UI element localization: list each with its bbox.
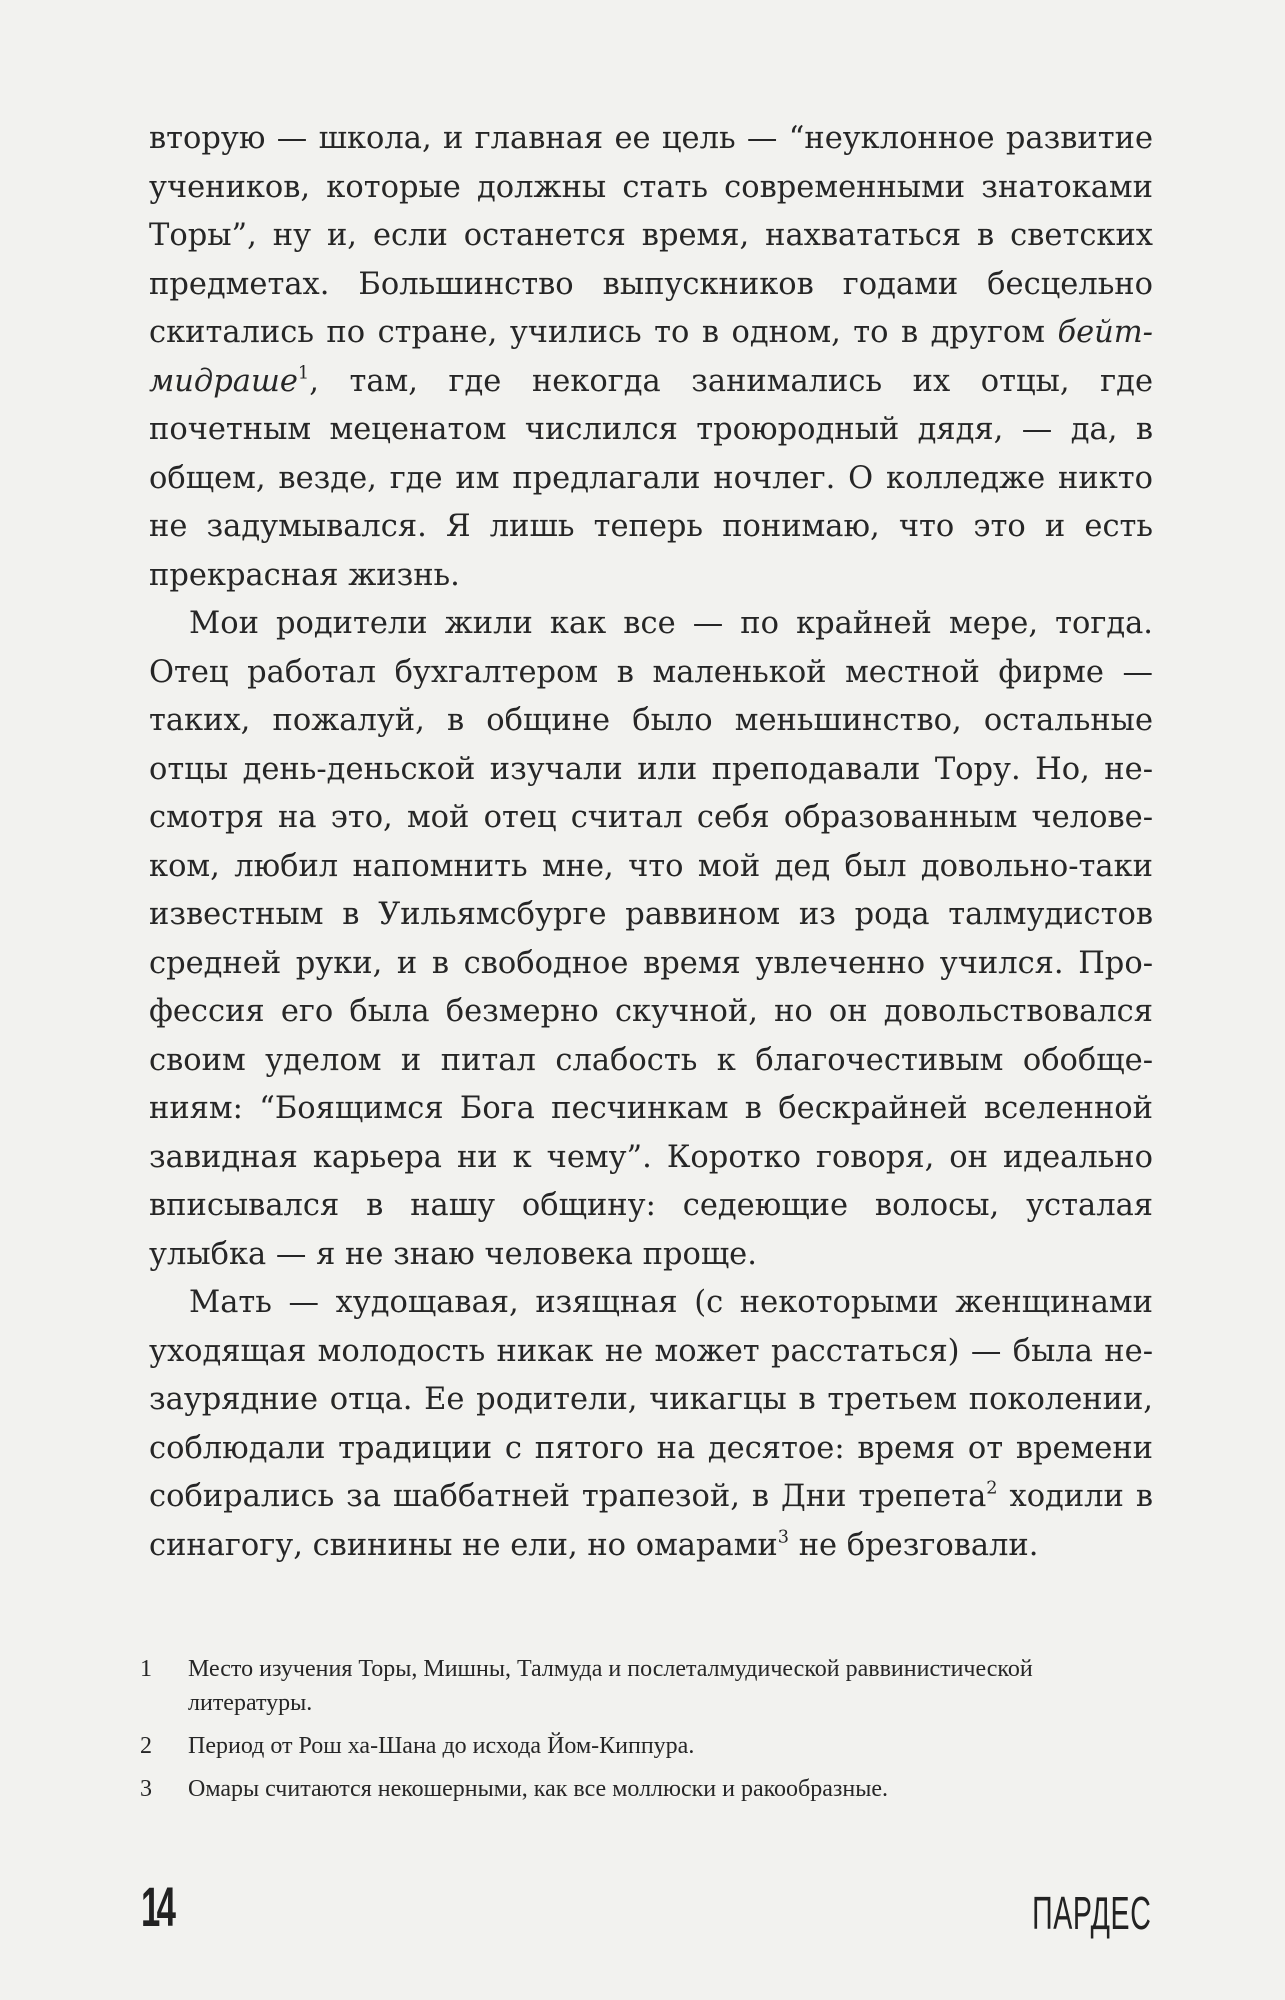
footnote	[140, 1729, 1153, 1763]
italic-term: бейт-мидраше	[149, 315, 1153, 399]
footnote-marker: 3	[777, 1527, 790, 1548]
paragraph	[149, 600, 1153, 1279]
footnotes	[140, 1652, 1153, 1815]
running-head: ПАРДЕС	[1031, 1887, 1151, 1939]
footnote-text: Место изучения Торы, Мишны, Талмуда и послеталмудической раввинистической литературы.	[188, 1656, 1033, 1716]
footnote	[140, 1772, 1153, 1806]
footnote	[140, 1652, 1153, 1720]
footnote-number: 1	[140, 1656, 152, 1682]
page-number: 14	[141, 1875, 173, 1938]
footnote-marker: 1	[297, 363, 310, 384]
text-run: Мои родители жили как все — по крайней мере, тогда. Отец работал бухгалтером в маленькой местной фирме — таких, пожалуй, в общине было меньшинство, остальные отцы день-деньской изучали или преподавали Тору. Но, несмотря на это, мой отец считал себя образованным человеком, любил напомнить мне, что мой дед был довольно-таки известным в Уильямсбурге раввином из рода талмудистов средней руки, и в свободное время увлеченно учился. Профессия его была безмерно скучной, но он довольствовался своим уделом и питал слабость к благочестивым обобщениям: “Боящимся Бога песчинкам в бескрайней вселенной завидная карьера ни к чему”. Коротко говоря, он идеально вписывался в нашу общину: седеющие волосы, усталая улыбка — я не знаю человека проще.	[149, 606, 1153, 1272]
text-run: Мать — худощавая, изящная (с некоторыми женщинами уходящая молодость никак не может расстаться) — была незаурядние отца. Ее родители, чикагцы в третьем поколении, соблюдали традиции с пятого на десятое: время от времени собирались за шаббатней трапезой, в Дни трепета	[149, 1285, 1153, 1514]
footnote-number: 2	[140, 1733, 152, 1759]
paragraph	[149, 1279, 1153, 1570]
body-text	[149, 115, 1153, 1570]
text-run: ходили в синагогу, свинины не ели, но омарами	[149, 1479, 1153, 1563]
text-run: вторую — школа, и главная ее цель — “неуклонное развитие учеников, которые должны стать современными знатоками Торы”, ну и, если останется время, нахвататься в светских предметах. Большинство выпускников годами бесцельно скитались по стране, учились то в одном, то в другом	[149, 121, 1153, 350]
text-run: не брезговали.	[789, 1527, 1039, 1563]
paragraph	[149, 115, 1153, 600]
footnote-marker: 2	[986, 1478, 998, 1499]
footnote-text: Период от Рош ха-Шана до исхода Йом-Киппура.	[188, 1733, 695, 1759]
footnote-number: 3	[140, 1776, 152, 1802]
text-run: , там, где некогда занимались их отцы, где почетным меценатом числился троюродный дядя, — да, в общем, везде, где им предлагали ночлег. О колледже никто не задумывался. Я лишь теперь понимаю, что это и есть прекрасная жизнь.	[149, 363, 1153, 593]
footnote-text: Омары считаются некошерными, как все моллюски и ракообразные.	[188, 1776, 889, 1802]
